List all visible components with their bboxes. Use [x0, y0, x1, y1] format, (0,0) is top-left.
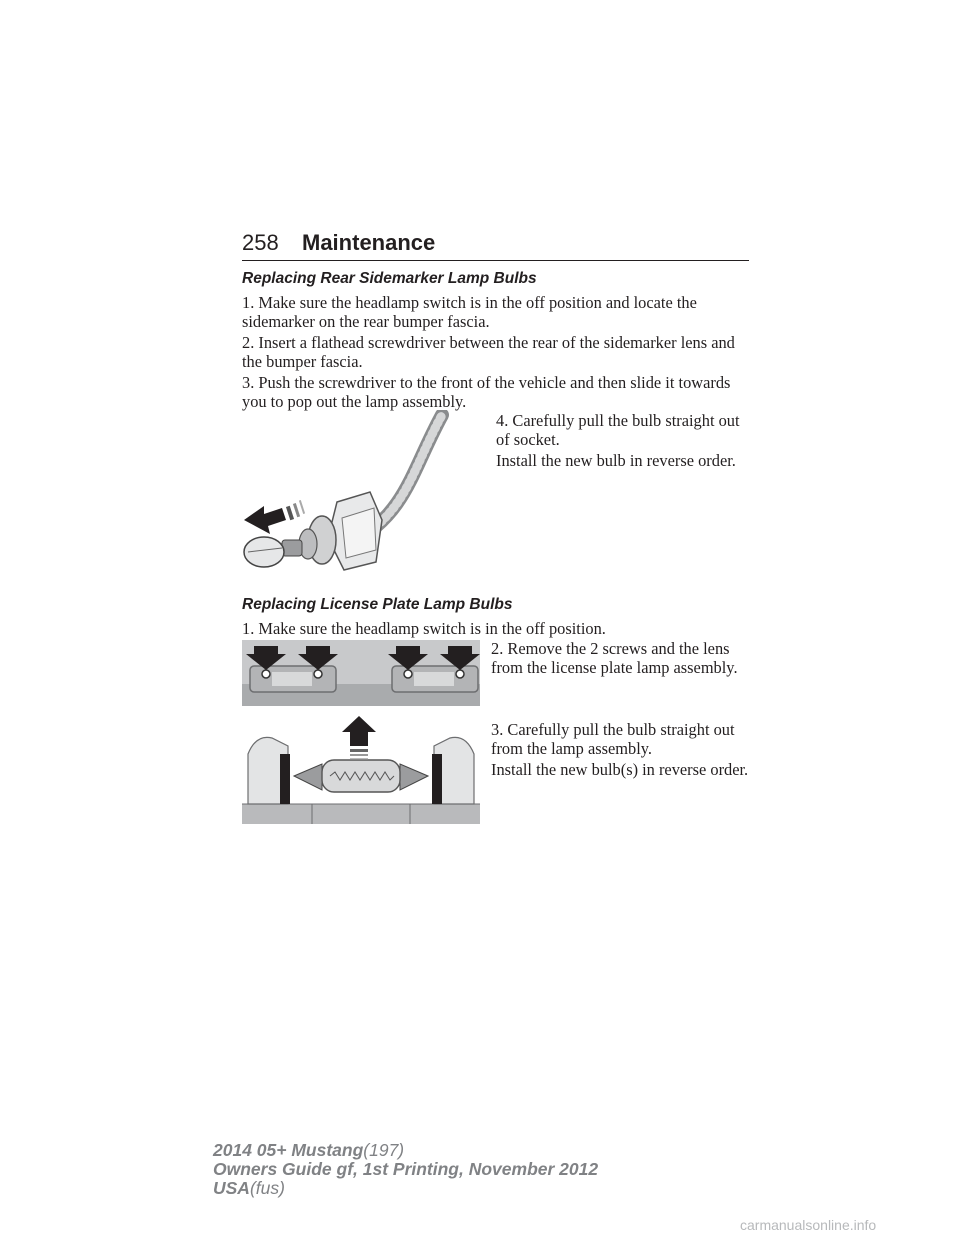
page-header — [242, 228, 749, 261]
footer-line-2: Owners Guide gf, 1st Printing, November 2012 — [213, 1159, 599, 1179]
license-step-3: 3. Carefully pull the bulb straight out from the lamp assembly. — [491, 720, 735, 758]
sidemarker-step-2: 2. Insert a flathead screwdriver between the rear of the sidemarker lens and the bumper fascia. — [242, 333, 735, 371]
document-footer — [213, 1141, 598, 1198]
sidemarker-install-note: Install the new bulb in reverse order. — [496, 451, 736, 470]
chapter-title: Maintenance — [302, 230, 436, 255]
page-number: 258 — [242, 230, 279, 255]
section-heading-license-plate: Replacing License Plate Lamp Bulbs — [242, 596, 513, 613]
section-heading-sidemarker: Replacing Rear Sidemarker Lamp Bulbs — [242, 270, 537, 287]
license-lamp-screws-illustration — [242, 640, 480, 706]
license-install-note: Install the new bulb(s) in reverse order. — [491, 760, 749, 779]
license-step-2: 2. Remove the 2 screws and the lens from the license plate lamp assembly. — [491, 639, 738, 677]
license-bulb-removal-illustration — [242, 716, 480, 824]
footer-market-code: (fus) — [249, 1178, 285, 1198]
footer-model-code: (197) — [363, 1140, 405, 1160]
license-step-1: 1. Make sure the headlamp switch is in the off position. — [242, 619, 606, 638]
sidemarker-step-4: 4. Carefully pull the bulb straight out of socket. — [496, 411, 740, 449]
watermark: carmanualsonline.info — [740, 1217, 877, 1233]
footer-line-1 — [213, 1141, 598, 1160]
footer-line-3 — [213, 1179, 598, 1198]
sidemarker-step-1: 1. Make sure the headlamp switch is in the off position and locate the sidemarker on the rear bumper fascia. — [242, 293, 697, 331]
footer-market: USA — [213, 1178, 250, 1198]
sidemarker-bulb-illustration — [242, 410, 482, 588]
footer-model: 2014 05+ Mustang — [213, 1140, 364, 1160]
sidemarker-step-3: 3. Push the screwdriver to the front of the vehicle and then slide it towards you to pop out the lamp assembly. — [242, 373, 731, 411]
